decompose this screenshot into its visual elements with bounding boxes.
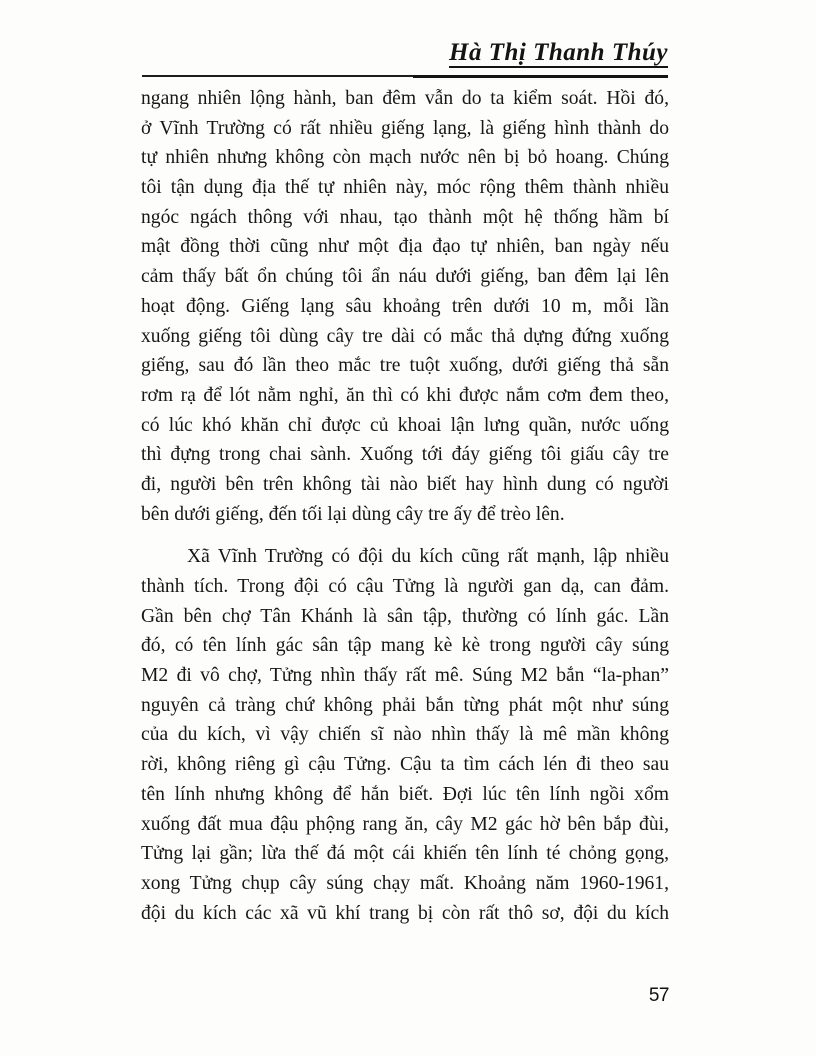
- text-line: ở Vĩnh Trường có rất nhiều giếng lạng, là giếng hình thành do: [141, 117, 669, 139]
- text-line: đội du kích các xã vũ khí trang bị còn rất thô sơ, đội du kích: [141, 902, 669, 924]
- text-line: rời, không riêng gì cậu Tửng. Cậu ta tìm cách lén đi theo sau: [141, 754, 669, 776]
- text-line: mật đồng thời cũng như một địa đạo tự nhiên, ban ngày nếu: [141, 236, 669, 258]
- page-footer: [141, 985, 669, 1007]
- text-line: cảm thấy bất ổn chúng tôi ẩn náu dưới giếng, ban đêm lại lên: [141, 266, 669, 288]
- text-line: có lúc khó khăn chỉ được củ khoai lận lưng quần, nước uống: [141, 414, 669, 436]
- text-line: thì đựng trong chai sành. Xuống tới đáy giếng tôi giấu cây tre: [141, 444, 669, 466]
- paragraph: [141, 542, 669, 928]
- text-line: M2 đi vô chợ, Tửng nhìn thấy rất mê. Súng M2 bắn “la-phan”: [141, 665, 669, 687]
- text-line: Gần bên chợ Tân Khánh là sân tập, thường có lính gác. Lần: [141, 605, 669, 627]
- text-line: rơm rạ để lót nằm nghỉ, ăn thì có khi được nắm cơm đem theo,: [141, 384, 669, 406]
- running-head-author: Hà Thị Thanh Thúy: [449, 39, 668, 66]
- text-line: xong Tửng chụp cây súng chạy mất. Khoảng năm 1960-1961,: [141, 872, 669, 894]
- text-line: tên lính nhưng không để hắn biết. Đợi lúc tên lính ngồi xổm: [141, 783, 669, 805]
- text-line: của du kích, vì vậy chiến sĩ nào nhìn thấy là mê mần không: [141, 724, 669, 746]
- text-line: thành tích. Trong đội có cậu Tửng là người gan dạ, can đảm.: [141, 576, 669, 597]
- text-line: tự nhiên nhưng không còn mạch nước nên bị bỏ hoang. Chúng: [141, 147, 669, 169]
- text-line: giếng, sau đó lần theo mắc tre tuột xuống, dưới giếng thả sẵn: [141, 355, 669, 377]
- text-line: bên dưới giếng, đến tối lại dùng cây tre ấy để trèo lên.: [141, 503, 565, 525]
- text-line: đi, người bên trên không tài nào biết hay hình dung có người: [141, 473, 669, 495]
- text-line: xuống giếng tôi dùng cây tre dài có mắc thả dựng đứng xuống: [141, 325, 669, 347]
- text-line: hoạt động. Giếng lạng sâu khoảng trên dưới 10 m, mỗi lần: [141, 295, 669, 317]
- text-line: nguyên cả tràng chứ không phải bắn từng phát một như súng: [141, 694, 669, 716]
- page-body: [141, 84, 669, 928]
- text-line: xuống đất mua đậu phộng rang ăn, cây M2 gác hờ bên bắp đùi,: [141, 813, 669, 835]
- text-line: tôi tận dụng địa thế tự nhiên này, móc rộng thêm thành nhiều: [141, 177, 669, 199]
- text-line: ngóc ngách thông với nhau, tạo thành một hệ thống hầm bí: [141, 206, 669, 228]
- header-rule-thick: [413, 75, 668, 78]
- text-line: đó, có tên lính gác sân tập mang kè kè trong người cây súng: [141, 635, 669, 657]
- page-number: 57: [648, 985, 669, 1006]
- text-line: ngang nhiên lộng hành, ban đêm vẫn do ta kiểm soát. Hồi đó,: [141, 88, 669, 109]
- text-line: Xã Vĩnh Trường có đội du kích cũng rất mạnh, lập nhiều: [187, 546, 669, 568]
- text-line: Tửng lại gần; lừa thế đá một cái khiến tên lính té chỏng gọng,: [141, 843, 669, 865]
- paragraph: [141, 84, 669, 529]
- running-header: [142, 36, 668, 77]
